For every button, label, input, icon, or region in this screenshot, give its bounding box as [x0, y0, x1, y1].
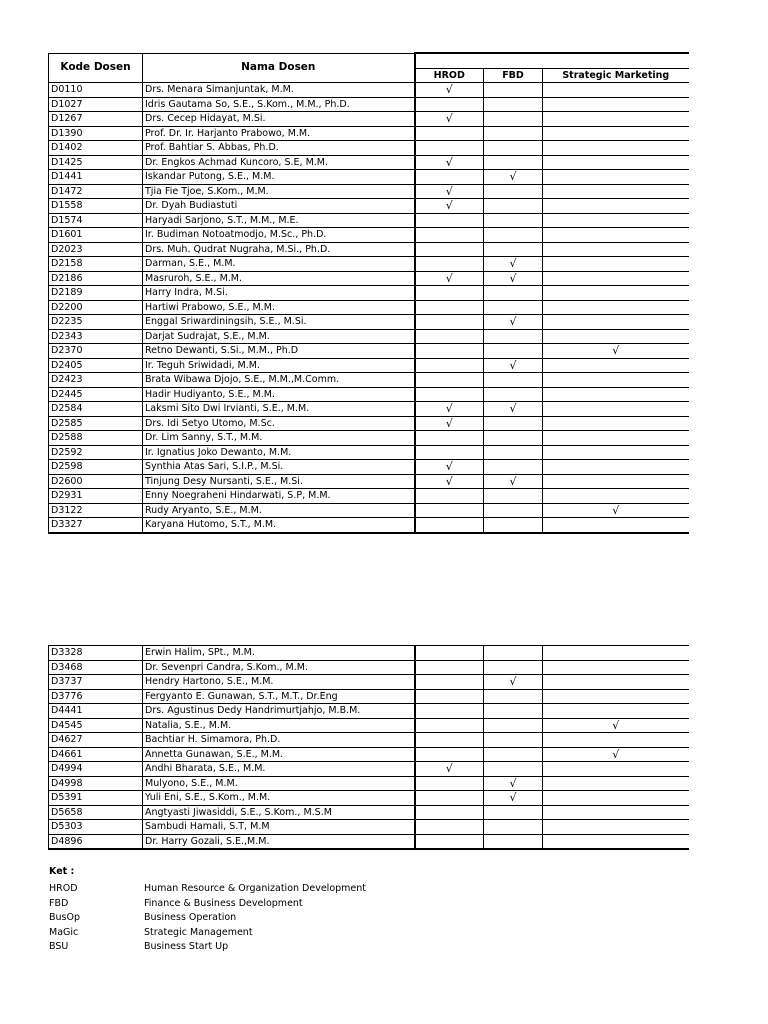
nama-cell: Haryadi Sarjono, S.T., M.M., M.E.: [143, 213, 415, 228]
kode-cell: D2235: [49, 315, 143, 330]
legend: [49, 866, 366, 955]
hrod-cell: [415, 646, 484, 661]
nama-cell: Dr. Engkos Achmad Kuncoro, S.E, M.M.: [143, 155, 415, 170]
kode-cell: D2931: [49, 489, 143, 504]
hrod-cell: √: [415, 184, 484, 199]
header-strategic-marketing: Strategic Marketing: [543, 69, 689, 83]
strategic-marketing-cell: [543, 184, 689, 199]
nama-cell: Laksmi Sito Dwi Irvianti, S.E., M.M.: [143, 402, 415, 417]
kode-cell: D2186: [49, 271, 143, 286]
kode-cell: D3468: [49, 660, 143, 675]
table-row: [49, 718, 689, 733]
kode-cell: D4627: [49, 733, 143, 748]
nama-cell: Enny Noegraheni Hindarwati, S.P, M.M.: [143, 489, 415, 504]
strategic-marketing-cell: [543, 762, 689, 777]
fbd-cell: [484, 126, 543, 141]
strategic-marketing-cell: √: [543, 503, 689, 518]
fbd-cell: [484, 300, 543, 315]
table-row: [49, 747, 689, 762]
fbd-cell: [484, 141, 543, 156]
strategic-marketing-cell: [543, 460, 689, 475]
nama-cell: Annetta Gunawan, S.E., M.M.: [143, 747, 415, 762]
table-row: [49, 646, 689, 661]
fbd-cell: [484, 213, 543, 228]
kode-cell: D3776: [49, 689, 143, 704]
fbd-cell: [484, 184, 543, 199]
table-row: [49, 184, 689, 199]
table-row: [49, 805, 689, 820]
nama-cell: Mulyono, S.E., M.M.: [143, 776, 415, 791]
strategic-marketing-cell: [543, 358, 689, 373]
nama-cell: Synthia Atas Sari, S.I.P., M.Si.: [143, 460, 415, 475]
hrod-cell: [415, 675, 484, 690]
table-row: [49, 416, 689, 431]
strategic-marketing-cell: [543, 83, 689, 98]
hrod-cell: [415, 358, 484, 373]
strategic-marketing-cell: [543, 402, 689, 417]
table-row: [49, 271, 689, 286]
kode-cell: D4545: [49, 718, 143, 733]
hrod-cell: [415, 228, 484, 243]
kode-cell: D3122: [49, 503, 143, 518]
strategic-marketing-cell: [543, 286, 689, 301]
strategic-marketing-cell: [543, 733, 689, 748]
nama-cell: Hendry Hartono, S.E., M.M.: [143, 675, 415, 690]
nama-cell: Ir. Teguh Sriwidadi, M.M.: [143, 358, 415, 373]
nama-cell: Drs. Agustinus Dedy Handrimurtjahjo, M.B.M.: [143, 704, 415, 719]
legend-abbreviation: MaGic: [49, 926, 79, 938]
legend-items: [49, 882, 366, 955]
legend-item: [49, 926, 366, 941]
strategic-marketing-cell: [543, 791, 689, 806]
table-row: [49, 834, 689, 849]
table2-body: [49, 646, 689, 850]
nama-cell: Harry Indra, M.Si.: [143, 286, 415, 301]
strategic-marketing-cell: [543, 315, 689, 330]
table-row: [49, 474, 689, 489]
strategic-marketing-cell: [543, 416, 689, 431]
hrod-cell: √: [415, 762, 484, 777]
strategic-marketing-cell: [543, 474, 689, 489]
legend-abbreviation: BusOp: [49, 912, 80, 924]
table-row: [49, 503, 689, 518]
fbd-cell: [484, 689, 543, 704]
kode-cell: D1441: [49, 170, 143, 185]
strategic-marketing-cell: [543, 373, 689, 388]
nama-cell: Angtyasti Jiwasiddi, S.E., S.Kom., M.S.M: [143, 805, 415, 820]
nama-cell: Prof. Bahtiar S. Abbas, Ph.D.: [143, 141, 415, 156]
table-row: [49, 373, 689, 388]
strategic-marketing-cell: √: [543, 718, 689, 733]
strategic-marketing-cell: [543, 704, 689, 719]
fbd-cell: √: [484, 791, 543, 806]
header-hrod: HROD: [415, 69, 484, 83]
fbd-cell: [484, 228, 543, 243]
kode-cell: D3328: [49, 646, 143, 661]
hrod-cell: [415, 445, 484, 460]
kode-cell: D2343: [49, 329, 143, 344]
table-row: [49, 141, 689, 156]
strategic-marketing-cell: [543, 518, 689, 533]
kode-cell: D4998: [49, 776, 143, 791]
strategic-marketing-cell: [543, 834, 689, 849]
fbd-cell: [484, 431, 543, 446]
hrod-cell: [415, 242, 484, 257]
strategic-marketing-cell: [543, 805, 689, 820]
hrod-cell: [415, 718, 484, 733]
table-row: [49, 213, 689, 228]
legend-abbreviation: FBD: [49, 897, 69, 909]
strategic-marketing-cell: [543, 141, 689, 156]
kode-cell: D2158: [49, 257, 143, 272]
hrod-cell: [415, 373, 484, 388]
nama-cell: Drs. Muh. Qudrat Nugraha, M.Si., Ph.D.: [143, 242, 415, 257]
nama-cell: Retno Dewanti, S.Si., M.M., Ph.D: [143, 344, 415, 359]
nama-cell: Brata Wibawa Djojo, S.E., M.M.,M.Comm.: [143, 373, 415, 388]
fbd-cell: √: [484, 170, 543, 185]
table-row: [49, 820, 689, 835]
nama-cell: Ir. Budiman Notoatmodjo, M.Sc., Ph.D.: [143, 228, 415, 243]
kode-cell: D2445: [49, 387, 143, 402]
nama-cell: Dr. Sevenpri Candra, S.Kom., M.M.: [143, 660, 415, 675]
hrod-cell: √: [415, 402, 484, 417]
nama-cell: Hartiwi Prabowo, S.E., M.M.: [143, 300, 415, 315]
table-row: [49, 733, 689, 748]
fbd-cell: [484, 344, 543, 359]
fbd-cell: [484, 199, 543, 214]
hrod-cell: [415, 344, 484, 359]
nama-cell: Tjia Fie Tjoe, S.Kom., M.M.: [143, 184, 415, 199]
table-row: [49, 445, 689, 460]
kode-cell: D4994: [49, 762, 143, 777]
kode-cell: D1267: [49, 112, 143, 127]
hrod-cell: √: [415, 155, 484, 170]
nama-cell: Prof. Dr. Ir. Harjanto Prabowo, M.M.: [143, 126, 415, 141]
nama-cell: Enggal Sriwardiningsih, S.E., M.Si.: [143, 315, 415, 330]
fbd-cell: √: [484, 358, 543, 373]
legend-abbreviation: HROD: [49, 883, 78, 894]
strategic-marketing-cell: [543, 170, 689, 185]
kode-cell: D2592: [49, 445, 143, 460]
table-row: [49, 460, 689, 475]
legend-description: Strategic Management: [144, 926, 253, 938]
kode-cell: D2584: [49, 402, 143, 417]
fbd-cell: [484, 460, 543, 475]
lecturer-table-page2: [48, 645, 689, 850]
hrod-cell: [415, 286, 484, 301]
strategic-marketing-cell: [543, 675, 689, 690]
nama-cell: Masruroh, S.E., M.M.: [143, 271, 415, 286]
fbd-cell: [484, 762, 543, 777]
fbd-cell: √: [484, 474, 543, 489]
strategic-marketing-cell: [543, 689, 689, 704]
hrod-cell: [415, 387, 484, 402]
fbd-cell: [484, 704, 543, 719]
hrod-cell: [415, 820, 484, 835]
strategic-marketing-cell: [543, 213, 689, 228]
kode-cell: D2189: [49, 286, 143, 301]
table-row: [49, 126, 689, 141]
table-row: [49, 762, 689, 777]
legend-item: [49, 911, 366, 926]
table-row: [49, 344, 689, 359]
hrod-cell: √: [415, 271, 484, 286]
hrod-cell: [415, 257, 484, 272]
kode-cell: D3737: [49, 675, 143, 690]
fbd-cell: [484, 112, 543, 127]
hrod-cell: [415, 689, 484, 704]
fbd-cell: √: [484, 776, 543, 791]
kode-cell: D1390: [49, 126, 143, 141]
nama-cell: Sambudi Hamali, S.T, M.M: [143, 820, 415, 835]
strategic-marketing-cell: √: [543, 344, 689, 359]
fbd-cell: [484, 83, 543, 98]
table-row: [49, 83, 689, 98]
legend-item: [49, 897, 366, 912]
fbd-cell: [484, 805, 543, 820]
kode-cell: D1574: [49, 213, 143, 228]
kode-cell: D5391: [49, 791, 143, 806]
nama-cell: Tinjung Desy Nursanti, S.E., M.Si.: [143, 474, 415, 489]
strategic-marketing-cell: √: [543, 747, 689, 762]
fbd-cell: [484, 646, 543, 661]
lecturer-table-page1: [48, 52, 689, 534]
fbd-cell: [484, 518, 543, 533]
nama-cell: Fergyanto E. Gunawan, S.T., M.T., Dr.Eng: [143, 689, 415, 704]
nama-cell: Darman, S.E., M.M.: [143, 257, 415, 272]
hrod-cell: √: [415, 460, 484, 475]
fbd-cell: [484, 747, 543, 762]
strategic-marketing-cell: [543, 489, 689, 504]
fbd-cell: [484, 733, 543, 748]
nama-cell: Drs. Idi Setyo Utomo, M.Sc.: [143, 416, 415, 431]
hrod-cell: [415, 431, 484, 446]
nama-cell: Rudy Aryanto, S.E., M.M.: [143, 503, 415, 518]
nama-cell: Natalia, S.E., M.M.: [143, 718, 415, 733]
kode-cell: D0110: [49, 83, 143, 98]
hrod-cell: [415, 834, 484, 849]
hrod-cell: [415, 213, 484, 228]
nama-cell: Erwin Halim, SPt., M.M.: [143, 646, 415, 661]
kode-cell: D1402: [49, 141, 143, 156]
hrod-cell: [415, 503, 484, 518]
kode-cell: D5303: [49, 820, 143, 835]
table-row: [49, 704, 689, 719]
strategic-marketing-cell: [543, 445, 689, 460]
table-row: [49, 660, 689, 675]
kode-cell: D2588: [49, 431, 143, 446]
kode-cell: D2370: [49, 344, 143, 359]
kode-cell: D2023: [49, 242, 143, 257]
kode-cell: D2585: [49, 416, 143, 431]
kode-cell: D4661: [49, 747, 143, 762]
fbd-cell: √: [484, 402, 543, 417]
strategic-marketing-cell: [543, 228, 689, 243]
kode-cell: D2600: [49, 474, 143, 489]
kode-cell: D4441: [49, 704, 143, 719]
table-row: [49, 791, 689, 806]
hrod-cell: [415, 733, 484, 748]
table-row: [49, 358, 689, 373]
header-fbd: FBD: [484, 69, 543, 83]
table-row: [49, 329, 689, 344]
fbd-cell: [484, 387, 543, 402]
nama-cell: Ir. Ignatius Joko Dewanto, M.M.: [143, 445, 415, 460]
hrod-cell: [415, 315, 484, 330]
hrod-cell: √: [415, 199, 484, 214]
table-row: [49, 387, 689, 402]
strategic-marketing-cell: [543, 646, 689, 661]
header-group-blank: [415, 53, 689, 69]
hrod-cell: [415, 329, 484, 344]
table-row: [49, 112, 689, 127]
strategic-marketing-cell: [543, 112, 689, 127]
table-row: [49, 431, 689, 446]
kode-cell: D1472: [49, 184, 143, 199]
kode-cell: D2598: [49, 460, 143, 475]
fbd-cell: √: [484, 257, 543, 272]
table-row: [49, 242, 689, 257]
hrod-cell: [415, 518, 484, 533]
legend-description: Business Start Up: [144, 941, 229, 953]
legend-title: Ket :: [49, 866, 75, 877]
table-row: [49, 776, 689, 791]
legend-item: [49, 940, 366, 955]
strategic-marketing-cell: [543, 126, 689, 141]
fbd-cell: √: [484, 675, 543, 690]
legend-item: [49, 882, 366, 897]
nama-cell: Dr. Dyah Budiastuti: [143, 199, 415, 214]
legend-abbreviation: BSU: [49, 941, 69, 953]
hrod-cell: √: [415, 416, 484, 431]
nama-cell: Iskandar Putong, S.E., M.M.: [143, 170, 415, 185]
fbd-cell: [484, 155, 543, 170]
nama-cell: Dr. Harry Gozali, S.E.,M.M.: [143, 834, 415, 849]
strategic-marketing-cell: [543, 257, 689, 272]
fbd-cell: [484, 97, 543, 112]
table-row: [49, 675, 689, 690]
fbd-cell: [484, 373, 543, 388]
table-row: [49, 689, 689, 704]
table1-body: [49, 83, 689, 533]
header-nama-dosen: Nama Dosen: [143, 53, 415, 83]
hrod-cell: [415, 141, 484, 156]
nama-cell: Hadir Hudiyanto, S.E., M.M.: [143, 387, 415, 402]
table-row: [49, 228, 689, 243]
hrod-cell: [415, 704, 484, 719]
kode-cell: D2405: [49, 358, 143, 373]
hrod-cell: [415, 776, 484, 791]
table-row: [49, 257, 689, 272]
strategic-marketing-cell: [543, 97, 689, 112]
fbd-cell: √: [484, 315, 543, 330]
legend-description: Business Operation: [144, 912, 237, 924]
strategic-marketing-cell: [543, 776, 689, 791]
fbd-cell: [484, 445, 543, 460]
fbd-cell: [484, 834, 543, 849]
hrod-cell: [415, 170, 484, 185]
strategic-marketing-cell: [543, 660, 689, 675]
hrod-cell: [415, 97, 484, 112]
strategic-marketing-cell: [543, 387, 689, 402]
table-row: [49, 155, 689, 170]
table-row: [49, 300, 689, 315]
table-row: [49, 489, 689, 504]
hrod-cell: [415, 805, 484, 820]
kode-cell: D2200: [49, 300, 143, 315]
fbd-cell: [484, 286, 543, 301]
kode-cell: D3327: [49, 518, 143, 533]
table-row: [49, 518, 689, 533]
kode-cell: D1601: [49, 228, 143, 243]
hrod-cell: √: [415, 83, 484, 98]
nama-cell: Yuli Eni, S.E., S.Kom., M.M.: [143, 791, 415, 806]
fbd-cell: √: [484, 271, 543, 286]
kode-cell: D5658: [49, 805, 143, 820]
table-row: [49, 199, 689, 214]
strategic-marketing-cell: [543, 820, 689, 835]
strategic-marketing-cell: [543, 155, 689, 170]
fbd-cell: [484, 660, 543, 675]
fbd-cell: [484, 329, 543, 344]
fbd-cell: [484, 718, 543, 733]
header-kode-dosen: Kode Dosen: [49, 53, 143, 83]
hrod-cell: [415, 300, 484, 315]
nama-cell: Drs. Menara Simanjuntak, M.M.: [143, 83, 415, 98]
table-row: [49, 402, 689, 417]
table-row: [49, 170, 689, 185]
kode-cell: D1027: [49, 97, 143, 112]
nama-cell: Bachtiar H. Simamora, Ph.D.: [143, 733, 415, 748]
kode-cell: D1558: [49, 199, 143, 214]
strategic-marketing-cell: [543, 329, 689, 344]
nama-cell: Drs. Cecep Hidayat, M.Si.: [143, 112, 415, 127]
legend-description: Finance & Business Development: [144, 897, 303, 909]
fbd-cell: [484, 503, 543, 518]
nama-cell: Darjat Sudrajat, S.E., M.M.: [143, 329, 415, 344]
fbd-cell: [484, 820, 543, 835]
strategic-marketing-cell: [543, 431, 689, 446]
nama-cell: Dr. Lim Sanny, S.T., M.M.: [143, 431, 415, 446]
strategic-marketing-cell: [543, 300, 689, 315]
table-row: [49, 315, 689, 330]
strategic-marketing-cell: [543, 242, 689, 257]
fbd-cell: [484, 416, 543, 431]
nama-cell: Karyana Hutomo, S.T., M.M.: [143, 518, 415, 533]
hrod-cell: [415, 660, 484, 675]
nama-cell: Idris Gautama So, S.E., S.Kom., M.M., Ph.D.: [143, 97, 415, 112]
hrod-cell: [415, 791, 484, 806]
hrod-cell: √: [415, 474, 484, 489]
fbd-cell: [484, 242, 543, 257]
hrod-cell: [415, 126, 484, 141]
strategic-marketing-cell: [543, 271, 689, 286]
fbd-cell: [484, 489, 543, 504]
kode-cell: D1425: [49, 155, 143, 170]
kode-cell: D4896: [49, 834, 143, 849]
hrod-cell: [415, 747, 484, 762]
table-row: [49, 286, 689, 301]
kode-cell: D2423: [49, 373, 143, 388]
hrod-cell: √: [415, 112, 484, 127]
nama-cell: Andhi Bharata, S.E., M.M.: [143, 762, 415, 777]
table-row: [49, 97, 689, 112]
legend-description: Human Resource & Organization Development: [144, 883, 367, 894]
strategic-marketing-cell: [543, 199, 689, 214]
hrod-cell: [415, 489, 484, 504]
